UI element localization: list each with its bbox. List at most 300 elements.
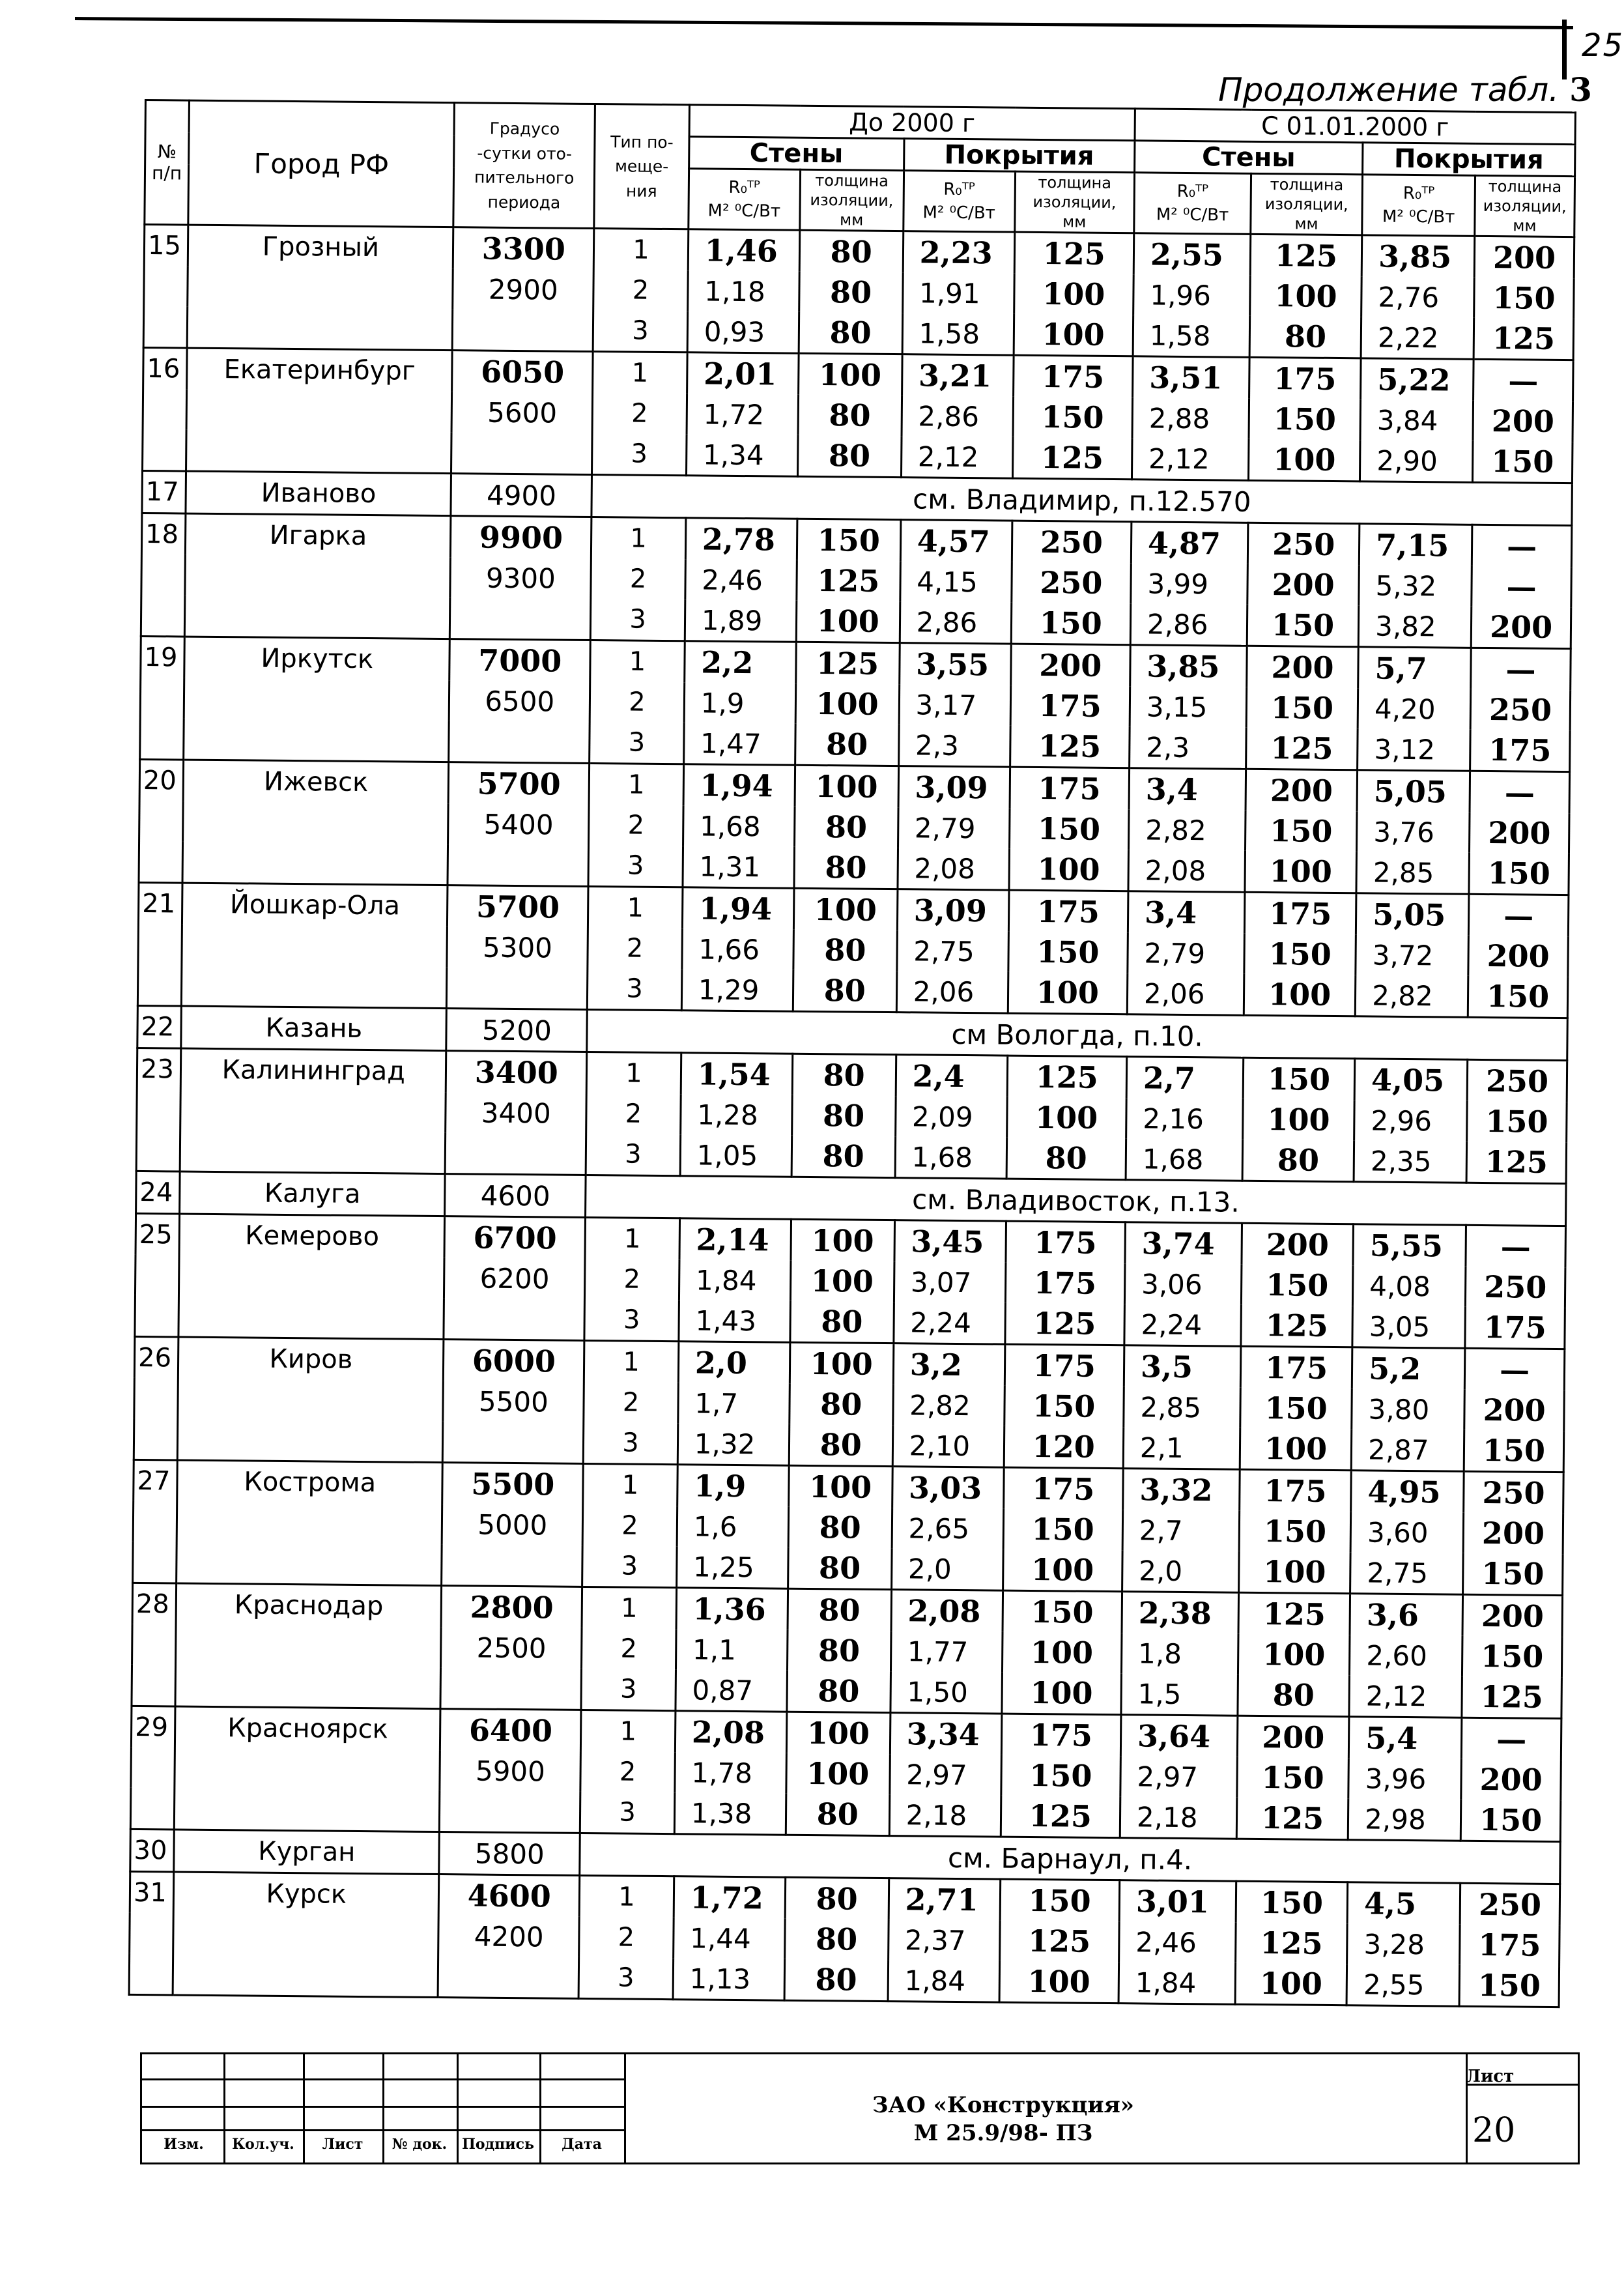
r-value: 3,82 [1358,605,1472,648]
degree-days: 4600 [439,1875,580,1917]
thickness-value: 100 [798,353,902,395]
r-value: 2,86 [1130,603,1247,646]
thickness-value: 125 [1236,1923,1348,1964]
degree-days: 4900 [451,474,591,517]
r-value: 2,55 [1133,233,1251,276]
r-value: 1,5 [1121,1673,1238,1716]
row-number: 16 [143,347,188,389]
thickness-value: 200 [1464,1390,1564,1431]
city-name [182,965,448,1009]
city-name: Курган [174,1830,440,1875]
r-value: 3,01 [1119,1880,1236,1923]
degree-days: 6050 [452,351,593,393]
city-name [173,1913,439,1956]
degree-days [446,1132,586,1175]
room-type: 1 [584,1340,679,1383]
r-value: 2,35 [1354,1140,1467,1183]
r-value: 5,32 [1359,565,1472,607]
r-value: 3,17 [899,684,1011,725]
city-name [184,719,449,762]
row-number: 25 [135,1213,180,1255]
header-no-l1: № [157,141,177,163]
row-number [144,266,188,307]
thickness-value: 80 [798,395,902,436]
r-value: 2,08 [1128,850,1246,892]
r-value: 1,72 [674,1876,786,1919]
row-number: 24 [136,1171,180,1214]
r-value: 3,51 [1132,356,1249,399]
r-value: 3,6 [1350,1594,1463,1636]
r-value: 2,0 [891,1548,1003,1590]
table-caption [1218,70,1592,109]
city-name [177,1419,443,1463]
r-value: 2,82 [892,1385,1004,1426]
header-period-2: С 01.01.2000 г [1135,109,1575,145]
stamp-sheet-label: Лист [1466,2067,1515,2086]
header-thickness-cell [800,169,904,231]
r-value: 1,89 [685,599,797,642]
thickness-value: 150 [1249,399,1361,440]
thickness-value: 125 [1250,234,1362,276]
r-value: 2,12 [1132,438,1249,480]
r-value: 2,7 [1126,1057,1244,1099]
caption-number: 3 [1569,70,1592,109]
thickness-value: 100 [796,601,900,643]
r-value: 3,34 [890,1713,1002,1755]
r-value: 1,7 [678,1383,790,1424]
thickness-value: 150 [1236,1881,1348,1923]
header-thickness-line: изоляции, [810,190,894,210]
thickness-value: 100 [786,1712,890,1754]
degree-days: 3300 [453,227,594,270]
r-value: 2,10 [892,1425,1004,1467]
thickness-value: 100 [790,1342,893,1385]
row-number [143,429,187,471]
r-value: 1,47 [683,723,795,765]
header-r-unit: М² ⁰С/Вт [707,201,781,222]
r-value: 1,58 [1133,315,1250,357]
header-r-label: R₀ᵀᴾ [1403,183,1435,203]
thickness-value: 250 [1470,689,1570,730]
r-value: 1,36 [676,1588,788,1630]
r-value: 3,12 [1358,728,1471,771]
row-number [140,678,184,719]
r-value: 2,90 [1360,440,1474,482]
row-number [132,1624,177,1665]
row-number [133,1501,177,1542]
reference-note: см. Владимир, п.12.570 [591,475,1572,526]
thickness-value: 80 [793,970,896,1013]
room-type: 1 [583,1463,677,1506]
city-name [175,1789,440,1832]
room-type: 2 [586,1093,681,1134]
row-number: 29 [131,1706,175,1747]
row-number: 26 [134,1336,178,1378]
thickness-value: 80 [1238,1674,1350,1717]
header-dd-l2: -сутки ото- [477,143,573,164]
thickness-value: 150 [1462,1636,1562,1677]
r-value: 5,7 [1358,647,1472,689]
r-value: 2,97 [1120,1756,1238,1798]
header-rt-l3: ния [625,181,657,201]
r-value: 1,94 [683,764,795,807]
room-type: 3 [580,1792,675,1834]
thickness-value: 200 [1470,812,1569,854]
thickness-value: 125 [1005,1303,1125,1345]
r-value: 2,96 [1354,1100,1468,1142]
r-value: 2,79 [898,807,1010,848]
reference-note: см Вологда, п.10. [587,1009,1567,1060]
r-value: 3,32 [1123,1469,1240,1511]
degree-days [440,1667,581,1710]
thickness-value: 100 [1008,972,1128,1014]
r-value: 3,03 [892,1467,1004,1509]
stamp-organization [661,2091,1345,2147]
header-thickness-line: мм [1062,212,1087,231]
r-value: 1,91 [902,272,1014,313]
r-value: 4,95 [1351,1471,1464,1513]
row-number [131,1747,175,1789]
r-value: 2,12 [901,436,1013,478]
r-value: 2,85 [1124,1386,1241,1428]
row-number [139,841,183,883]
thickness-value: 150 [1244,934,1356,975]
room-type: 1 [582,1587,676,1629]
row-number: 22 [137,1005,182,1048]
header-thickness-line: изоляции, [1264,195,1348,214]
stamp-sheet-number: 20 [1472,2111,1516,2150]
row-number [143,306,188,348]
city-name: Краснодар [176,1583,442,1627]
thickness-value: 125 [1010,726,1130,768]
city-name: Грозный [188,225,453,268]
thickness-value: 200 [1461,1759,1561,1800]
room-type: 2 [580,1751,675,1792]
r-value: 2,06 [896,971,1008,1013]
room-type: 3 [593,310,687,352]
r-value: 3,05 [1352,1306,1466,1348]
room-type: 2 [592,393,687,434]
city-name [179,1256,445,1299]
r-value: 2,1 [1123,1427,1240,1469]
r-value: 1,05 [680,1134,792,1177]
degree-days: 5900 [440,1750,580,1792]
degree-days: 5800 [439,1832,580,1876]
r-value: 1,68 [683,805,795,846]
room-type: 1 [591,517,686,560]
thickness-value: 100 [1235,1963,1347,2005]
thickness-value: — [1472,566,1571,607]
r-value: 1,84 [888,1960,1000,2002]
thickness-value: 150 [797,519,900,561]
r-value: 1,1 [676,1629,788,1670]
degree-days [442,1544,582,1587]
thickness-value: 150 [1001,1755,1120,1797]
thickness-value: 125 [1246,728,1358,770]
city-name [182,842,448,885]
thickness-value: 100 [1014,274,1133,315]
row-number [134,1378,178,1419]
degree-days: 5200 [446,1009,587,1052]
city-name: Красноярск [175,1706,441,1750]
r-value: 1,18 [687,270,799,311]
stamp-label-doc: № док. [392,2136,448,2153]
r-value: 4,57 [900,520,1012,562]
header-rt-l1: Тип по- [610,132,674,152]
city-name [176,1625,442,1668]
thickness-value: 150 [1464,1430,1563,1473]
r-value: 3,55 [899,643,1011,685]
header-r-label: R₀ᵀᴾ [1176,181,1209,201]
thickness-value: 175 [1010,767,1130,809]
r-value: 2,86 [902,395,1014,437]
thickness-value: 125 [1001,1796,1120,1838]
thickness-value: 125 [1007,1056,1127,1098]
header-thickness-cell [1014,171,1134,233]
r-value: 2,3 [898,725,1010,767]
thickness-value: 80 [788,1507,892,1548]
thickness-value: 200 [1247,646,1359,688]
r-value: 2,38 [1122,1592,1239,1634]
r-value: 3,85 [1361,235,1475,278]
r-value: 1,72 [687,394,799,435]
thickness-value: 80 [790,1384,893,1425]
thickness-value: 150 [1469,853,1569,895]
r-value: 3,80 [1352,1388,1465,1430]
header-room-type [594,104,689,229]
thickness-value: 150 [1243,1057,1355,1100]
r-value: 5,4 [1348,1717,1462,1759]
r-value: 5,05 [1356,893,1470,936]
r-value: 1,31 [683,846,795,888]
city-name [185,555,451,598]
room-type: 3 [592,433,687,476]
degree-days: 5400 [448,803,589,845]
city-name [173,1953,438,1997]
room-type: 2 [585,1259,679,1300]
thickness-value: 175 [1240,1346,1352,1388]
r-value: 2,18 [889,1794,1001,1837]
row-number: 19 [141,636,185,678]
r-value: 1,84 [1118,1962,1236,2004]
r-value: 2,3 [1130,726,1247,769]
r-value: 1,38 [674,1792,786,1835]
degree-days [453,309,593,351]
r-value: 3,2 [893,1343,1005,1386]
thickness-value: 250 [1012,521,1132,563]
thickness-value: 100 [1243,1099,1355,1140]
degree-days: 2800 [441,1586,582,1628]
r-value: 2,79 [1128,932,1245,974]
thickness-value: 175 [1249,357,1361,399]
stamp-divider [624,2052,626,2164]
r-value: 3,64 [1120,1715,1238,1757]
thickness-value: 100 [791,1219,894,1261]
city-name [180,1090,446,1133]
r-value: 2,71 [889,1878,1001,1921]
stamp-label-change: Изм. [164,2136,204,2153]
thickness-value: 100 [786,1753,890,1794]
header-thickness-line: толщина [1488,177,1562,196]
stamp-org-name: ЗАО «Конструкция» [872,2092,1134,2118]
r-value: 1,9 [677,1465,789,1507]
row-number: 18 [141,513,186,554]
thickness-value: 200 [1010,644,1130,686]
city-name [184,678,449,721]
r-value: 2,16 [1126,1098,1244,1140]
r-value: 2,75 [1350,1552,1464,1594]
city-name [177,1542,442,1586]
thickness-value: — [1462,1717,1561,1760]
city-name: Калининград [180,1048,446,1092]
page-number: 25 [1582,27,1624,64]
r-value: 2,88 [1132,397,1249,439]
thickness-value: 150 [1242,1265,1354,1306]
thickness-value: 125 [1462,1676,1561,1719]
r-value: 3,07 [894,1261,1006,1302]
degree-days: 2500 [441,1627,582,1669]
thickness-value: 80 [799,230,903,272]
r-value: 4,5 [1347,1882,1460,1925]
thickness-value: — [1469,894,1569,936]
thickness-value: 250 [1467,1059,1567,1102]
thickness-value: 100 [1002,1632,1122,1674]
r-value: 1,13 [673,1958,785,2000]
thickness-value: 150 [1463,1553,1563,1596]
thickness-value: 175 [1006,1221,1126,1263]
r-value: 1,34 [686,434,798,476]
thickness-value: 150 [1008,932,1128,973]
row-number [135,1295,179,1337]
room-type: 2 [593,270,688,311]
city-name: Кострома [177,1460,443,1504]
room-type: 3 [584,1299,679,1342]
thickness-value: 150 [1009,809,1129,850]
thickness-value: 150 [1246,687,1358,728]
r-value: 2,08 [675,1711,787,1753]
degree-days: 4200 [438,1916,579,1957]
degree-days [438,1956,578,1998]
thickness-value: 80 [1006,1138,1126,1180]
header-city: Город РФ [188,100,455,227]
r-value: 4,87 [1131,522,1248,564]
r-value: 2,18 [1120,1796,1237,1839]
room-type: 1 [590,640,685,683]
row-number [136,1130,180,1171]
row-number [139,801,184,842]
r-value: 2,09 [895,1096,1007,1137]
degree-days: 7000 [449,639,590,682]
header-walls-1: Стены [689,137,904,171]
room-type: 2 [582,1628,676,1669]
header-r-cell [903,171,1015,232]
thickness-value: 100 [1014,314,1133,356]
row-number [132,1665,176,1706]
r-value: 2,86 [900,601,1012,644]
thickness-value: 175 [1460,1925,1560,1966]
thickness-value: 80 [788,1588,891,1631]
r-value: 3,4 [1129,768,1246,811]
r-value: 3,5 [1124,1345,1241,1388]
city-name [186,390,452,433]
stamp-rule [140,2129,624,2131]
row-number [130,1913,174,1954]
row-number: 23 [137,1048,181,1089]
r-value: 5,2 [1352,1347,1465,1390]
stamp-label-sheet: Лист [322,2136,363,2153]
r-value: 4,05 [1354,1059,1468,1101]
room-type: 1 [581,1710,676,1752]
room-type: 2 [582,1505,677,1546]
header-degree-days [453,103,595,229]
thickness-value: 100 [1006,1097,1126,1139]
header-r-unit: М² ⁰С/Вт [1156,205,1229,225]
city-name: Калуга [180,1171,446,1216]
header-no-l2: п/п [151,162,182,184]
thickness-value: 150 [1004,1386,1124,1428]
thickness-value: 100 [1003,1549,1122,1592]
thickness-value: 120 [1004,1426,1124,1469]
degree-days: 5300 [447,927,588,968]
reference-note: см. Барнаул, п.4. [580,1833,1560,1884]
thickness-value: 125 [1466,1142,1566,1184]
thickness-value: 250 [1460,1883,1560,1925]
city-name [180,1130,446,1174]
degree-days: 6700 [444,1216,585,1259]
r-value: 3,4 [1128,891,1245,934]
header-thickness-cell [1475,175,1575,237]
thickness-value: 150 [1246,811,1358,852]
r-value: 2,7 [1122,1510,1240,1551]
thickness-value: 80 [793,930,897,971]
room-type: 1 [588,886,683,928]
room-type: 1 [579,1875,674,1918]
thickness-value: 200 [1237,1716,1349,1758]
thickness-value: 200 [1462,1594,1562,1637]
r-value: 2,65 [892,1508,1004,1549]
header-thickness-line: мм [1294,214,1318,233]
city-name [178,1379,444,1422]
r-value: 1,8 [1121,1633,1238,1674]
r-value: 5,05 [1357,770,1470,812]
room-type: 3 [581,1669,676,1711]
header-rt-l2: меще- [614,156,669,177]
thickness-value: 80 [791,1095,895,1136]
thickness-value: 125 [796,642,900,684]
thickness-value: 150 [1240,1388,1352,1429]
thickness-value: 150 [1003,1590,1122,1633]
stamp-rule [140,2106,624,2108]
header-thickness-line: изоляции, [1033,192,1117,212]
room-type: 2 [591,558,685,599]
reference-note: см. Владивосток, п.13. [586,1175,1566,1226]
row-number [133,1542,177,1583]
header-r-label: R₀ᵀᴾ [728,177,760,197]
title-block [140,2052,1580,2164]
thickness-value: 175 [1465,1307,1565,1349]
thickness-value: 175 [1004,1344,1124,1386]
header-dd-l4: периода [487,192,561,212]
degree-days: 3400 [446,1051,587,1093]
degree-days: 5700 [448,885,588,928]
r-value: 4,08 [1353,1265,1466,1307]
thickness-value: 100 [795,765,898,807]
thickness-value: 200 [1242,1223,1354,1265]
r-value: 3,60 [1350,1512,1464,1553]
thickness-value: 175 [1013,355,1133,397]
room-type: 1 [589,763,683,805]
r-value: 2,97 [889,1754,1001,1795]
